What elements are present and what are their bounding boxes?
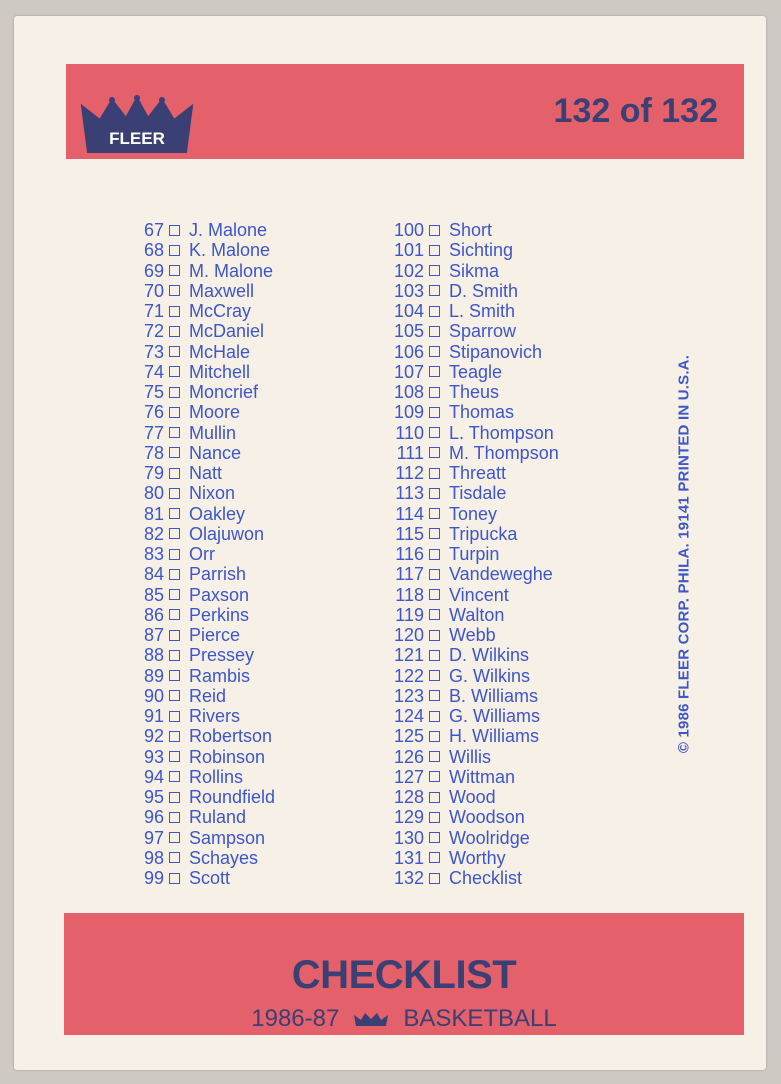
card-subtitle (64, 1005, 744, 1033)
sport-label: BASKETBALL (403, 1005, 557, 1032)
checklist-item (384, 544, 559, 564)
checklist-item (384, 706, 559, 726)
card-number-label: 84 (143, 564, 164, 585)
checklist-item (384, 443, 559, 463)
card-number-label: 121 (393, 645, 424, 666)
checkbox (169, 285, 180, 296)
checklist-item (384, 625, 559, 645)
checkbox (429, 650, 440, 661)
checklist-item (132, 382, 275, 402)
checklist-item (132, 301, 275, 321)
checklist-item (384, 828, 559, 848)
player-name: Theus (449, 382, 500, 402)
checkbox (429, 630, 440, 641)
player-name: Reid (189, 685, 227, 706)
card-number-label: 131 (393, 847, 424, 868)
card-number-label: 123 (393, 685, 424, 706)
checklist-item (132, 362, 275, 382)
checklist-item (132, 564, 275, 584)
player-name: M. Thompson (449, 442, 559, 463)
checklist-item (132, 585, 275, 605)
checklist-item (132, 443, 275, 463)
checklist-item (132, 706, 275, 726)
checklist-item (384, 787, 559, 807)
card-number-label: 94 (143, 766, 164, 787)
checkbox (169, 731, 180, 742)
card-number-label: 79 (143, 463, 164, 483)
player-name: Oakley (189, 503, 246, 524)
player-name: B. Williams (449, 685, 538, 706)
fleer-logo-text: FLEER (109, 129, 165, 148)
checklist-item (132, 605, 275, 625)
player-name: Ruland (189, 807, 247, 828)
player-name: Pierce (189, 625, 241, 645)
checkbox (429, 306, 440, 317)
card-number: 132 of 132 (553, 92, 718, 130)
checklist-item (384, 807, 559, 827)
checkbox (169, 650, 180, 661)
checkbox (429, 427, 440, 438)
player-name: Olajuwon (189, 523, 265, 544)
checklist-item (132, 342, 275, 362)
checkbox (429, 751, 440, 762)
card-number-label: 124 (393, 706, 424, 726)
checklist-right-column (384, 220, 559, 888)
footer-band (64, 913, 744, 1035)
card-number-label: 71 (143, 301, 164, 321)
player-name: Sparrow (449, 321, 517, 342)
checklist-item (132, 868, 275, 888)
card-number-label: 69 (143, 260, 164, 281)
fleer-logo (78, 94, 196, 154)
checklist-item (132, 261, 275, 281)
checklist-item (384, 726, 559, 746)
checklist-item (132, 828, 275, 848)
checkbox (169, 832, 180, 843)
checkbox (429, 690, 440, 701)
card-number-label: 128 (393, 787, 424, 807)
card-number-label: 126 (393, 746, 424, 767)
checklist-item (384, 402, 559, 422)
checkbox (169, 751, 180, 762)
checklist-item (384, 301, 559, 321)
checkbox (169, 346, 180, 357)
checkbox (169, 852, 180, 863)
checkbox (169, 265, 180, 276)
player-name: Orr (189, 544, 215, 564)
checkbox (429, 873, 440, 884)
card-number-label: 117 (395, 564, 424, 585)
checklist-left-column (132, 220, 275, 888)
player-name: Wood (449, 787, 496, 807)
card-number-label: 101 (393, 240, 424, 261)
player-name: Woodson (449, 807, 525, 828)
checklist-item (132, 767, 275, 787)
checkbox (429, 832, 440, 843)
checkbox (429, 346, 440, 357)
player-name: Rollins (189, 766, 244, 787)
checkbox (429, 488, 440, 499)
checklist-item (384, 747, 559, 767)
card-number-label: 104 (393, 301, 424, 321)
checkbox (169, 427, 180, 438)
checklist-item (384, 362, 559, 382)
player-name: L. Smith (449, 301, 516, 321)
card-number-label: 81 (143, 503, 164, 524)
player-name: Stipanovich (449, 341, 543, 362)
player-name: Maxwell (189, 280, 255, 301)
player-name: G. Wilkins (449, 665, 530, 686)
card-number-label: 78 (143, 442, 164, 463)
card-number-label: 116 (395, 544, 424, 564)
card-number-label: 68 (143, 240, 164, 261)
player-name: D. Wilkins (449, 645, 529, 666)
checkbox (429, 549, 440, 560)
checkbox (429, 407, 440, 418)
checkbox (169, 690, 180, 701)
checkbox (169, 771, 180, 782)
card-number-label: 72 (143, 321, 164, 342)
player-name: Pressey (189, 645, 255, 666)
card-number-label: 127 (393, 766, 424, 787)
player-name: M. Malone (189, 260, 274, 281)
checkbox (429, 852, 440, 863)
player-name: Walton (449, 604, 505, 625)
card-number-label: 96 (143, 807, 164, 828)
checkbox (429, 225, 440, 236)
checklist-item (132, 666, 275, 686)
player-name: Vandeweghe (449, 564, 553, 585)
checklist-item (132, 483, 275, 503)
player-name: K. Malone (189, 240, 271, 261)
card-number-label: 132 (393, 868, 424, 888)
checklist-item (384, 220, 559, 240)
card-number-label: 83 (143, 544, 164, 564)
checkbox (169, 670, 180, 681)
checkbox (169, 407, 180, 418)
checkbox (169, 245, 180, 256)
player-name: Roundfield (189, 787, 276, 807)
player-name: Rambis (189, 665, 251, 686)
checklist-item (132, 544, 275, 564)
player-name: Schayes (189, 847, 259, 868)
card-number-label: 95 (143, 787, 164, 807)
player-name: McHale (189, 341, 251, 362)
checkbox (429, 609, 440, 620)
card-number-label: 85 (143, 584, 164, 605)
player-name: J. Malone (189, 220, 268, 240)
card-number-label: 73 (143, 341, 164, 362)
card-number-label: 67 (143, 220, 164, 240)
checkbox (429, 265, 440, 276)
player-name: Short (449, 220, 493, 240)
player-name: Parrish (189, 564, 247, 585)
card-number-label: 111 (396, 442, 424, 463)
player-name: Willis (449, 746, 491, 767)
checklist-item (384, 423, 559, 443)
player-name: Turpin (449, 544, 500, 564)
checklist-item (132, 423, 275, 443)
player-name: Mitchell (189, 361, 251, 382)
checklist-item (384, 848, 559, 868)
card-number-label: 93 (143, 746, 164, 767)
checklist-item (132, 747, 275, 767)
checkbox (429, 569, 440, 580)
player-name: Tisdale (449, 483, 507, 504)
checklist-item (384, 585, 559, 605)
checkbox (429, 468, 440, 479)
checklist-item (132, 504, 275, 524)
checklist-item (132, 240, 275, 260)
card-number-label: 97 (143, 827, 164, 848)
player-name: Thomas (449, 402, 515, 423)
header-band (66, 64, 744, 159)
player-name: Toney (449, 503, 498, 524)
player-name: G. Williams (449, 706, 540, 726)
checklist-item (132, 787, 275, 807)
checklist-item (384, 767, 559, 787)
checkbox (169, 326, 180, 337)
card-number-label: 103 (393, 280, 424, 301)
card-number-label: 108 (393, 382, 424, 402)
card-number-label: 122 (393, 665, 424, 686)
card-number-label: 75 (143, 382, 164, 402)
card-number-label: 70 (143, 280, 164, 301)
player-name: D. Smith (449, 280, 519, 301)
player-name: Checklist (449, 868, 523, 888)
player-name: Sichting (449, 240, 514, 261)
card-number-label: 77 (143, 422, 164, 443)
card-number-label: 106 (393, 341, 424, 362)
card-number-label: 92 (143, 726, 164, 747)
checkbox (169, 488, 180, 499)
checklist-item (384, 342, 559, 362)
checklist-item (384, 605, 559, 625)
player-name: Moore (189, 402, 241, 423)
card-number-label: 76 (143, 402, 164, 423)
checkbox (429, 792, 440, 803)
player-name: Webb (449, 625, 496, 645)
player-name: Threatt (449, 463, 507, 483)
card-number-label: 90 (143, 685, 164, 706)
checklist-item (384, 504, 559, 524)
checkbox (429, 366, 440, 377)
player-name: Robertson (189, 726, 273, 747)
checklist-item (132, 686, 275, 706)
card-number-label: 74 (143, 361, 164, 382)
player-name: Nixon (189, 483, 236, 504)
player-name: Worthy (449, 847, 506, 868)
checkbox (429, 285, 440, 296)
card-title: CHECKLIST (291, 953, 517, 997)
player-name: Perkins (189, 604, 250, 625)
card-number-label: 119 (395, 604, 424, 625)
checkbox (429, 589, 440, 600)
card-number-label: 109 (393, 402, 424, 423)
card-number-label: 107 (393, 361, 424, 382)
player-name: Teagle (449, 361, 503, 382)
player-name: Natt (189, 463, 223, 483)
checklist-item (132, 321, 275, 341)
checkbox (169, 711, 180, 722)
card-number-label: 118 (395, 584, 424, 605)
player-name: Sampson (189, 827, 266, 848)
card-number-label: 88 (143, 645, 164, 666)
player-name: L. Thompson (449, 422, 554, 443)
checklist-item (384, 524, 559, 544)
card-number-label: 130 (393, 827, 424, 848)
checkbox (169, 873, 180, 884)
checkbox (169, 508, 180, 519)
checkbox (169, 792, 180, 803)
player-name: Nance (189, 442, 242, 463)
card-number-label: 113 (395, 483, 424, 504)
card-number-label: 114 (395, 503, 424, 524)
checklist-item (384, 645, 559, 665)
card-number-label: 87 (143, 625, 164, 645)
checklist-item (132, 807, 275, 827)
player-name: Paxson (189, 584, 250, 605)
checkbox (429, 731, 440, 742)
checkbox (169, 387, 180, 398)
checkbox (429, 711, 440, 722)
checkbox (169, 306, 180, 317)
checklist-item (132, 726, 275, 746)
checklist-item (132, 848, 275, 868)
checkbox (169, 366, 180, 377)
checkbox (169, 630, 180, 641)
card-number-label: 99 (143, 868, 164, 888)
fleer-crown-icon (353, 1011, 389, 1027)
checkbox (429, 670, 440, 681)
player-name: Wittman (449, 766, 516, 787)
checkbox (429, 528, 440, 539)
card-number-label: 86 (143, 604, 164, 625)
checklist-item (384, 564, 559, 584)
player-name: Vincent (449, 584, 509, 605)
checkbox (429, 812, 440, 823)
player-name: Sikma (449, 260, 500, 281)
checkbox (429, 387, 440, 398)
card-number-label: 100 (393, 220, 424, 240)
card-number-label: 102 (393, 260, 424, 281)
card-number-label: 82 (143, 523, 164, 544)
player-name: Robinson (189, 746, 266, 767)
player-name: Woolridge (449, 827, 530, 848)
player-name: McDaniel (189, 321, 265, 342)
card-number-label: 129 (393, 807, 424, 828)
checkbox (429, 326, 440, 337)
checklist-item (132, 524, 275, 544)
checklist-item (132, 281, 275, 301)
checklist-item (132, 220, 275, 240)
checkbox (169, 549, 180, 560)
player-name: H. Williams (449, 726, 539, 747)
copyright-text: © 1986 FLEER CORP. PHILA. 19141 PRINTED IN U.S.A. (675, 354, 693, 754)
card-number-label: 91 (143, 706, 164, 726)
checkbox (169, 609, 180, 620)
card-number-label: 112 (395, 463, 424, 483)
trading-card-back (14, 16, 766, 1070)
player-name: McCray (189, 301, 251, 321)
card-number-label: 125 (393, 726, 424, 747)
checklist-item (384, 483, 559, 503)
player-name: Moncrief (189, 382, 259, 402)
checklist-item (384, 382, 559, 402)
card-number-label: 120 (393, 625, 424, 645)
checkbox (429, 508, 440, 519)
checklist-item (384, 261, 559, 281)
checkbox (169, 225, 180, 236)
checkbox (169, 589, 180, 600)
season-label: 1986-87 (251, 1005, 340, 1032)
player-name: Scott (189, 868, 231, 888)
checklist-item (384, 868, 559, 888)
checklist-item (384, 281, 559, 301)
copyright-notice (674, 314, 694, 794)
checklist-item (384, 686, 559, 706)
checkbox (429, 771, 440, 782)
card-number-label: 105 (393, 321, 424, 342)
card-number-label: 115 (395, 523, 424, 544)
card-number-label: 80 (143, 483, 164, 504)
checklist-item (384, 666, 559, 686)
checklist-item (384, 321, 559, 341)
checkbox (429, 245, 440, 256)
checklist-item (132, 625, 275, 645)
checkbox (429, 447, 440, 458)
card-number-label: 110 (395, 422, 424, 443)
player-name: Mullin (189, 422, 237, 443)
checkbox (169, 812, 180, 823)
checklist-item (132, 463, 275, 483)
player-name: Tripucka (449, 523, 518, 544)
checkbox (169, 569, 180, 580)
player-name: Rivers (189, 706, 241, 726)
checkbox (169, 447, 180, 458)
checklist-item (132, 402, 275, 422)
checkbox (169, 468, 180, 479)
checklist-item (384, 463, 559, 483)
card-number-label: 98 (143, 847, 164, 868)
card-number-label: 89 (143, 665, 164, 686)
checklist-item (384, 240, 559, 260)
checklist-item (132, 645, 275, 665)
checkbox (169, 528, 180, 539)
